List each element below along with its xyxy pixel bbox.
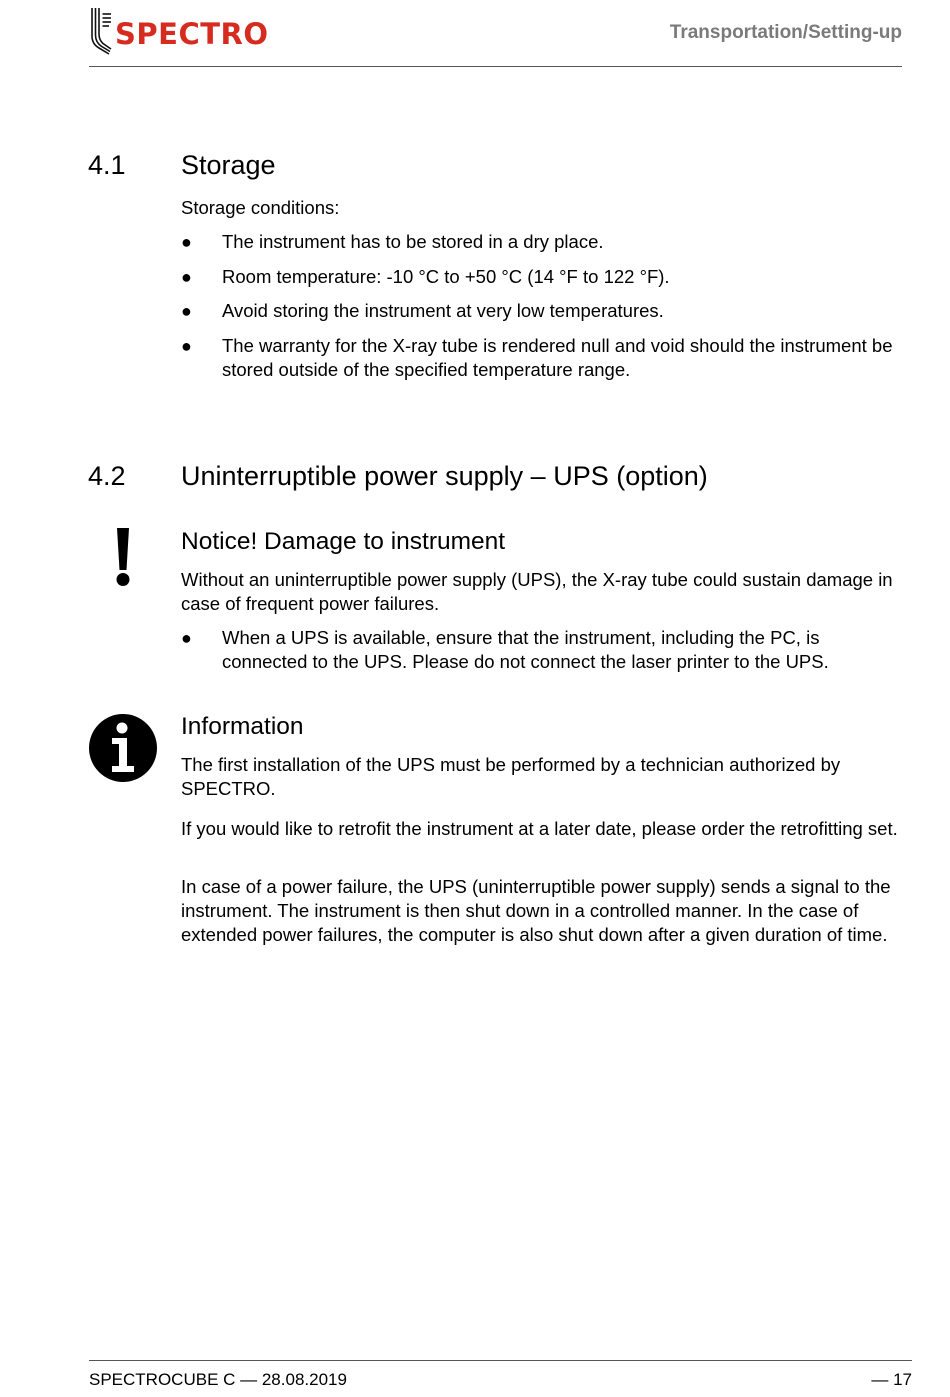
list-item xyxy=(181,230,906,254)
section-title: Storage xyxy=(181,150,276,180)
section-number: 4.1 xyxy=(88,150,126,180)
logo-text: SPECTRO xyxy=(115,17,269,51)
notice-text: Without an uninterruptible power supply (UPS), the X-ray tube could sustain damage in case of frequent power failures. xyxy=(181,569,893,614)
footer-document-info: SPECTROCUBE C — 28.08.2019 xyxy=(89,1370,347,1389)
list-item-text: Avoid storing the instrument at very low temperatures. xyxy=(222,300,664,321)
information-title: Information xyxy=(181,713,304,740)
notice-title: Notice! Damage to instrument xyxy=(181,528,506,555)
list-item-text: The warranty for the X-ray tube is rendered null and void should the instrument be stored outside of the specified temperature range. xyxy=(222,335,893,380)
list-item xyxy=(181,265,906,289)
list-item xyxy=(181,334,906,382)
bullet-icon: ● xyxy=(181,628,192,648)
section-heading-storage xyxy=(88,150,276,181)
bullet-icon: ● xyxy=(181,267,192,287)
list-item xyxy=(181,626,906,674)
storage-intro: Storage conditions: xyxy=(181,197,340,218)
bullet-icon: ● xyxy=(181,336,192,356)
section-number: 4.2 xyxy=(88,461,126,491)
spectro-logo xyxy=(89,6,269,58)
bullet-icon: ● xyxy=(181,232,192,252)
exclamation-icon xyxy=(104,526,142,588)
page-header xyxy=(89,0,902,67)
page-number: — 17 xyxy=(871,1370,912,1389)
page-footer xyxy=(89,1360,912,1389)
section-heading-ups xyxy=(88,461,708,492)
list-item-text: Room temperature: -10 °C to +50 °C (14 °F to 122 °F). xyxy=(222,266,670,287)
information-paragraph: In case of a power failure, the UPS (uninterruptible power supply) sends a signal to the instrument. The instrument is then shut down in a controlled manner. In the case of extended power failures, the computer is also shut down after a given duration of time. xyxy=(181,876,891,945)
list-item xyxy=(181,299,906,323)
information-paragraph: The first installation of the UPS must be performed by a technician authorized by SPECTRO. xyxy=(181,754,841,799)
list-item-text: When a UPS is available, ensure that the instrument, including the PC, is connected to the UPS. Please do not connect the laser printer to the UPS. xyxy=(222,627,829,672)
header-title: Transportation/Setting-up xyxy=(669,22,902,43)
spectro-logo-icon xyxy=(89,6,113,58)
section-title: Uninterruptible power supply – UPS (option) xyxy=(181,461,708,491)
information-icon xyxy=(88,713,158,783)
information-paragraph: If you would like to retrofit the instrument at a later date, please order the retrofitting set. xyxy=(181,818,898,839)
bullet-icon: ● xyxy=(181,301,192,321)
list-item-text: The instrument has to be stored in a dry place. xyxy=(222,231,604,252)
